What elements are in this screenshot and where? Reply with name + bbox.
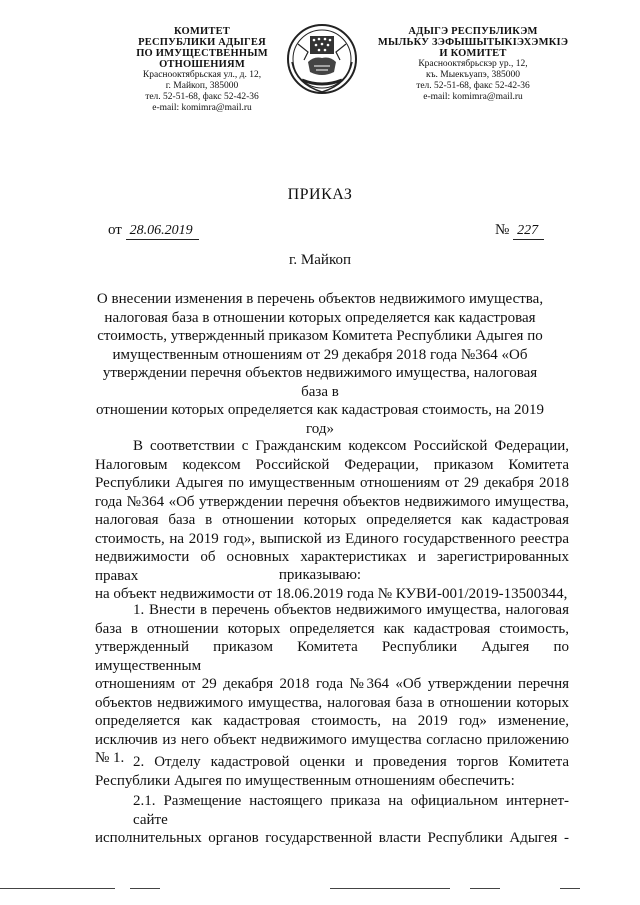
paragraph-line: на объект недвижимости от 18.06.2019 года № КУВИ-001/2019-13500344, [95, 586, 568, 602]
document-number [495, 222, 544, 240]
subject-line: утверждении перечня объектов недвижимого имущества, налоговая база в [102, 365, 538, 400]
paragraph-line: 2.1. Размещение настоящего приказа на официальном интернет-сайте [133, 793, 569, 828]
paragraph-line: В соответствии с Гражданским кодексом Российской Федерации, [133, 438, 569, 454]
paragraph-line: Республики Адыгея по имущественным отношениям обеспечить: [95, 772, 515, 789]
scan-edge-lines [0, 888, 640, 891]
number-prefix: № [495, 222, 510, 238]
subject-line: отношении которых определяется как кадастровая стоимость, на 2019 год» [95, 402, 545, 437]
order-word: приказываю: [278, 567, 362, 583]
document-title: ПРИКАЗ [287, 186, 353, 203]
phone-line: тел. 52-51-68, факс 52-42-36 [145, 92, 259, 102]
item-1-paragraph [95, 601, 569, 768]
org-name-line: РЕСПУБЛИКИ АДЫГЕЯ [138, 37, 266, 48]
subject-line: налоговая база в отношении которых определяется как кадастровая [104, 309, 536, 326]
paragraph-line: налоговая база в отношении которых определяется как кадастровая [95, 512, 569, 528]
email-line: e-mail: komimra@mail.ru [423, 92, 523, 102]
org-name-line: КОМИТЕТ [173, 26, 230, 37]
paragraph-line: исполнительных органов государственной власти Республики Адыгея - [95, 830, 569, 846]
item-2-paragraph [95, 753, 569, 790]
document-subject [95, 290, 545, 438]
paragraph-line: 1. Внести в перечень объектов недвижимого имущества, налоговая [133, 602, 569, 618]
subject-line: стоимость, утвержденный приказом Комитета Республики Адыгея по [97, 328, 543, 344]
paragraph-line: стоимость, на 2019 год», выпиской из Единого государственного реестра [95, 530, 569, 547]
address-line: къ. Мыекъуапэ, 385000 [426, 70, 520, 80]
email-line: e-mail: komimra@mail.ru [152, 103, 252, 113]
paragraph-line: объектов недвижимого имущества, налоговая база в отношении которых [95, 694, 569, 711]
paragraph-line: недвижимости об основных характеристиках и зарегистрированных правах [95, 549, 569, 584]
subject-line: О внесении изменения в перечень объектов недвижимого имущества, [96, 291, 544, 307]
address-line: Краснооктябрьская ул., д. 12, [142, 70, 262, 80]
paragraph-line: отношениям от 29 декабря 2018 года №364 «Об утверждении перечня [95, 676, 569, 692]
letterhead-right [368, 26, 578, 103]
org-name-line: АДЫГЭ РЕСПУБЛИКЭМ [408, 26, 538, 37]
paragraph-line: 2. Отделу кадастровой оценки и проведения торгов Комитета [133, 754, 569, 770]
paragraph-line: № 1. [95, 750, 125, 766]
date-handwritten: 28.06.2019 [126, 223, 199, 240]
paragraph-line: Налоговым кодексом Российской Федерации, приказом Комитета [95, 456, 569, 473]
org-name-line: ПО ИМУЩЕСТВЕННЫМ ОТНОШЕНИЯМ [136, 48, 268, 70]
number-handwritten: 227 [513, 223, 544, 240]
coat-of-arms-emblem-icon [284, 22, 360, 96]
paragraph-line: года №364 «Об утверждении перечня объектов недвижимого имущества, [95, 493, 569, 510]
item-2-1-paragraph [95, 792, 569, 848]
letterhead-left [92, 26, 312, 114]
paragraph-line: утвержденный приказом Комитета Республики Адыгея по имущественным [95, 639, 569, 674]
phone-line: тел. 52-51-68, факс 52-42-36 [416, 81, 530, 91]
paragraph-line: база в отношении которых определяется как кадастровая стоимость, [95, 620, 569, 637]
paragraph-line: Республики Адыгея по имущественным отношениям от 29 декабря 2018 [95, 475, 569, 491]
paragraph-line: определяется как кадастровая стоимость, на 2019 год» изменение, [95, 713, 569, 729]
date-prefix: от [108, 222, 122, 238]
address-line: г. Майкоп, 385000 [165, 81, 239, 91]
address-line: Краснооктябрьскэр ур., 12, [418, 59, 528, 69]
paragraph-line: исключив из него объект недвижимого имущества согласно приложению [95, 731, 569, 748]
document-date [108, 222, 199, 240]
subject-line: имущественным отношениям от 29 декабря 2018 года №364 «Об [112, 346, 528, 363]
city: г. Майкоп [288, 252, 352, 268]
org-name-line: И КОМИТЕТ [439, 48, 507, 59]
org-name-line: МЫЛЬКУ ЗЭФЫШЫТЫКIЭХЭМКIЭ [377, 37, 569, 48]
